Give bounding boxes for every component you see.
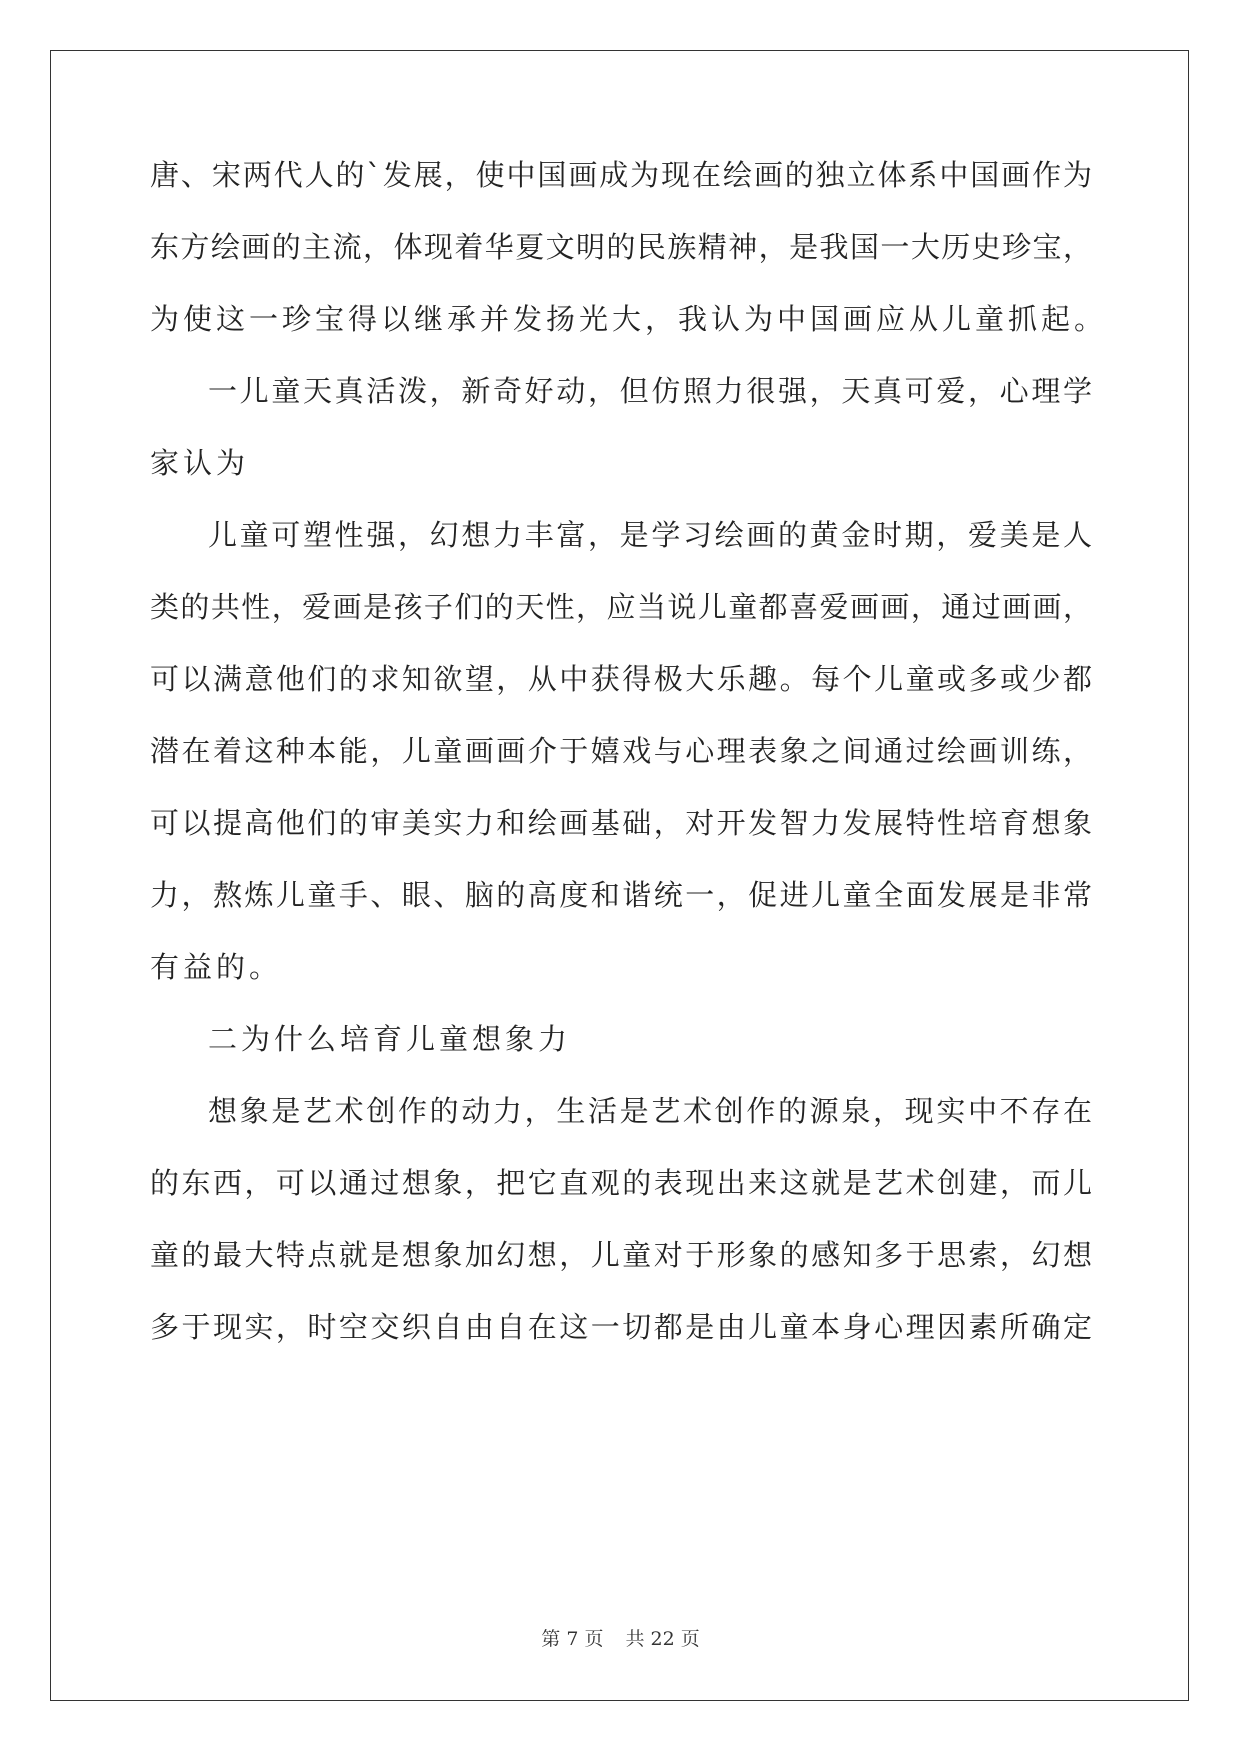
text-line: 可以满意他们的求知欲望，从中获得极大乐趣。每个儿童或多或少都 [150, 662, 1092, 696]
paragraph-first-line: 一儿童天真活泼，新奇好动，但仿照力很强，天真可爱，心理学 [208, 374, 1092, 408]
text-line: 多于现实，时空交织自由自在这一切都是由儿童本身心理因素所确定 [150, 1310, 1092, 1344]
page-footer [0, 1627, 1241, 1651]
text-line: 童的最大特点就是想象加幻想，儿童对于形象的感知多于思索，幻想 [150, 1238, 1092, 1272]
text-line: 家认为 [150, 446, 250, 480]
text-line: 类的共性，爱画是孩子们的天性，应当说儿童都喜爱画画，通过画画， [150, 590, 1092, 624]
paragraph-first-line: 想象是艺术创作的动力，生活是艺术创作的源泉，现实中不存在 [208, 1094, 1092, 1128]
text-line: 的东西，可以通过想象，把它直观的表现出来这就是艺术创建，而儿 [150, 1166, 1092, 1200]
text-line: 唐、宋两代人的`发展，使中国画成为现在绘画的独立体系中国画作为 [150, 158, 1092, 192]
text-line: 东方绘画的主流，体现着华夏文明的民族精神，是我国一大历史珍宝， [150, 230, 1092, 264]
page-number: 第 7 页 [541, 1628, 604, 1650]
page-total: 共 22 页 [625, 1628, 700, 1650]
text-line: 潜在着这种本能，儿童画画介于嬉戏与心理表象之间通过绘画训练， [150, 734, 1092, 768]
text-line: 力，熬炼儿童手、眼、脑的高度和谐统一，促进儿童全面发展是非常 [150, 878, 1092, 912]
text-line: 有益的。 [150, 950, 283, 984]
paragraph-first-line: 儿童可塑性强，幻想力丰富，是学习绘画的黄金时期，爱美是人 [208, 518, 1092, 552]
text-line: 为使这一珍宝得以继承并发扬光大，我认为中国画应从儿童抓起。 [150, 302, 1108, 336]
section-heading: 二为什么培育儿童想象力 [208, 1022, 572, 1056]
text-line: 可以提高他们的审美实力和绘画基础，对开发智力发展特性培育想象 [150, 806, 1092, 840]
